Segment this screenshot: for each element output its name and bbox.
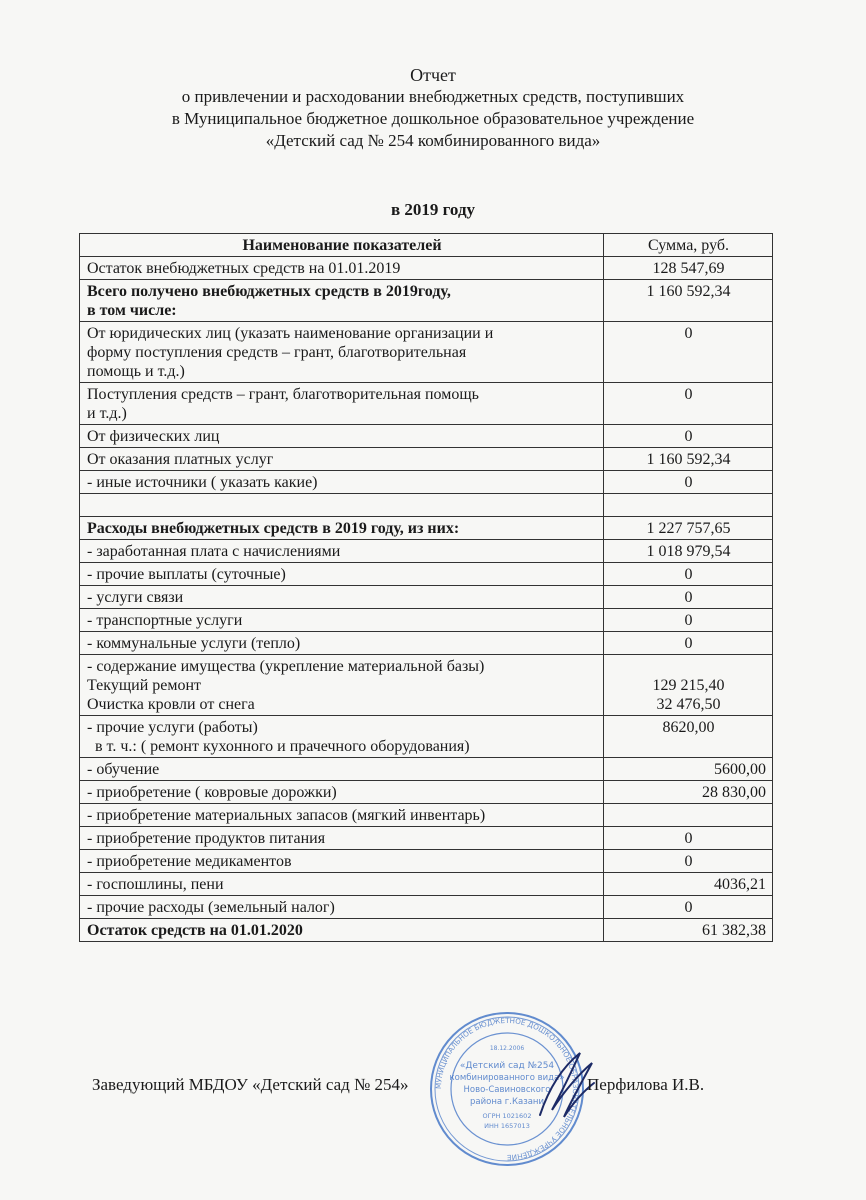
row-label (80, 383, 604, 425)
row-label: - услуги связи (80, 586, 604, 609)
signatory-name: Перфилова И.В. (587, 1075, 705, 1094)
row-value: 8620,00 (604, 716, 773, 758)
row-label (80, 322, 604, 383)
svg-text:«Детский сад №254: «Детский сад №254 (459, 1061, 555, 1071)
row-value: 0 (604, 383, 773, 425)
row-label: От физических лиц (80, 425, 604, 448)
header-line-1: о привлечении и расходовании внебюджетных средств, поступивших (181, 87, 685, 106)
header-line-3: «Детский сад № 254 комбинированного вида» (265, 131, 601, 150)
row-value: 5600,00 (604, 758, 773, 781)
svg-text:МУНИЦИПАЛЬНОЕ БЮДЖЕТНОЕ ДОШКОЛ: МУНИЦИПАЛЬНОЕ БЮДЖЕТНОЕ ДОШКОЛЬНОЕ ОБРАЗОВАТЕЛЬНОЕ УЧРЕЖДЕНИЕ (433, 1015, 581, 1163)
table-row (80, 540, 773, 563)
row-label-line: и т.д.) (87, 405, 127, 422)
row-value (604, 804, 773, 827)
row-value: 0 (604, 586, 773, 609)
row-label: - приобретение ( ковровые дорожки) (80, 781, 604, 804)
row-label: - госпошлины, пени (80, 873, 604, 896)
row-value: 0 (604, 322, 773, 383)
table-row (80, 919, 773, 942)
table-row (80, 632, 773, 655)
column-header-sum: Сумма, руб. (604, 234, 773, 257)
row-label: - приобретение материальных запасов (мягкий инвентарь) (80, 804, 604, 827)
table-row (80, 896, 773, 919)
row-label-line: в т. ч.: ( ремонт кухонного и прачечного оборудования) (87, 738, 470, 755)
row-value: 61 382,38 (604, 919, 773, 942)
row-label: - транспортные услуги (80, 609, 604, 632)
table-row (80, 517, 773, 540)
table-row (80, 448, 773, 471)
table-row (80, 383, 773, 425)
row-label-line: - содержание имущества (укрепление материальной базы) (87, 658, 485, 675)
svg-text:ИНН 1657013: ИНН 1657013 (484, 1122, 530, 1130)
table-row (80, 609, 773, 632)
row-value: 1 227 757,65 (604, 517, 773, 540)
table-header-row (80, 234, 773, 257)
row-label: - иные источники ( указать какие) (80, 471, 604, 494)
row-label: От оказания платных услуг (80, 448, 604, 471)
table-row (80, 586, 773, 609)
row-value (604, 494, 773, 517)
row-value: 4036,21 (604, 873, 773, 896)
table-row (80, 873, 773, 896)
row-value: 128 547,69 (604, 257, 773, 280)
row-label: - заработанная плата с начислениями (80, 540, 604, 563)
row-value: 0 (604, 827, 773, 850)
row-label (80, 716, 604, 758)
row-value-line: 129 215,40 (652, 677, 725, 694)
table-row (80, 781, 773, 804)
row-label: Остаток средств на 01.01.2020 (80, 919, 604, 942)
report-table (79, 233, 773, 942)
row-label: - прочие выплаты (суточные) (80, 563, 604, 586)
svg-text:18.12.2006: 18.12.2006 (489, 1045, 525, 1052)
table-row (80, 322, 773, 383)
row-label: - обучение (80, 758, 604, 781)
table-row (80, 471, 773, 494)
row-value: 28 830,00 (604, 781, 773, 804)
row-value: 1 160 592,34 (604, 448, 773, 471)
row-label (80, 655, 604, 716)
table-row (80, 804, 773, 827)
row-value: 1 160 592,34 (604, 280, 773, 322)
table-row (80, 257, 773, 280)
header-line-2: в Муниципальное бюджетное дошкольное образовательное учреждение (171, 109, 695, 128)
svg-text:комбинированного вида»: комбинированного вида» (449, 1073, 565, 1083)
row-label-line: Очистка кровли от снега (87, 696, 255, 713)
row-label-line: помощь и т.д.) (87, 363, 185, 380)
document-title: Отчет (410, 65, 456, 85)
row-value: 0 (604, 471, 773, 494)
row-label-line: Всего получено внебюджетных средств в 2019году, (87, 283, 451, 300)
row-label-line: Поступления средств – грант, благотворительная помощь (87, 386, 479, 403)
row-label-line: форму поступления средств – грант, благотворительная (87, 344, 467, 361)
table-row-empty (80, 494, 773, 517)
row-value-line: 32 476,50 (656, 696, 721, 713)
table-row (80, 827, 773, 850)
row-label (80, 280, 604, 322)
row-label: - коммунальные услуги (тепло) (80, 632, 604, 655)
table-row (80, 716, 773, 758)
row-value: 0 (604, 563, 773, 586)
table-row (80, 563, 773, 586)
svg-text:Ново-Савиновского: Ново-Савиновского (463, 1085, 551, 1095)
table-row (80, 758, 773, 781)
row-label-line: в том числе: (87, 302, 177, 319)
row-value (604, 655, 773, 716)
table-row (80, 425, 773, 448)
row-label-line: Текущий ремонт (87, 677, 202, 694)
row-label: - приобретение медикаментов (80, 850, 604, 873)
row-value: 0 (604, 896, 773, 919)
table-row (80, 850, 773, 873)
svg-text:района г.Казани: района г.Казани (469, 1097, 545, 1107)
table-row (80, 655, 773, 716)
document-header (0, 64, 866, 152)
row-label: - прочие расходы (земельный налог) (80, 896, 604, 919)
signatory-position: Заведующий МБДОУ «Детский сад № 254» (92, 1075, 409, 1094)
table-row (80, 280, 773, 322)
row-value: 0 (604, 850, 773, 873)
row-label: Остаток внебюджетных средств на 01.01.2019 (80, 257, 604, 280)
row-label-line: От юридических лиц (указать наименование организации и (87, 325, 494, 342)
svg-text:ОГРН 1021602: ОГРН 1021602 (482, 1112, 532, 1120)
column-header-name: Наименование показателей (80, 234, 604, 257)
row-value: 0 (604, 425, 773, 448)
row-label: Расходы внебюджетных средств в 2019 году, из них: (80, 517, 604, 540)
report-year: в 2019 году (390, 200, 476, 219)
row-label (80, 494, 604, 517)
row-value: 0 (604, 609, 773, 632)
row-label: - приобретение продуктов питания (80, 827, 604, 850)
row-label-line: - прочие услуги (работы) (87, 719, 258, 736)
row-value: 0 (604, 632, 773, 655)
row-value: 1 018 979,54 (604, 540, 773, 563)
